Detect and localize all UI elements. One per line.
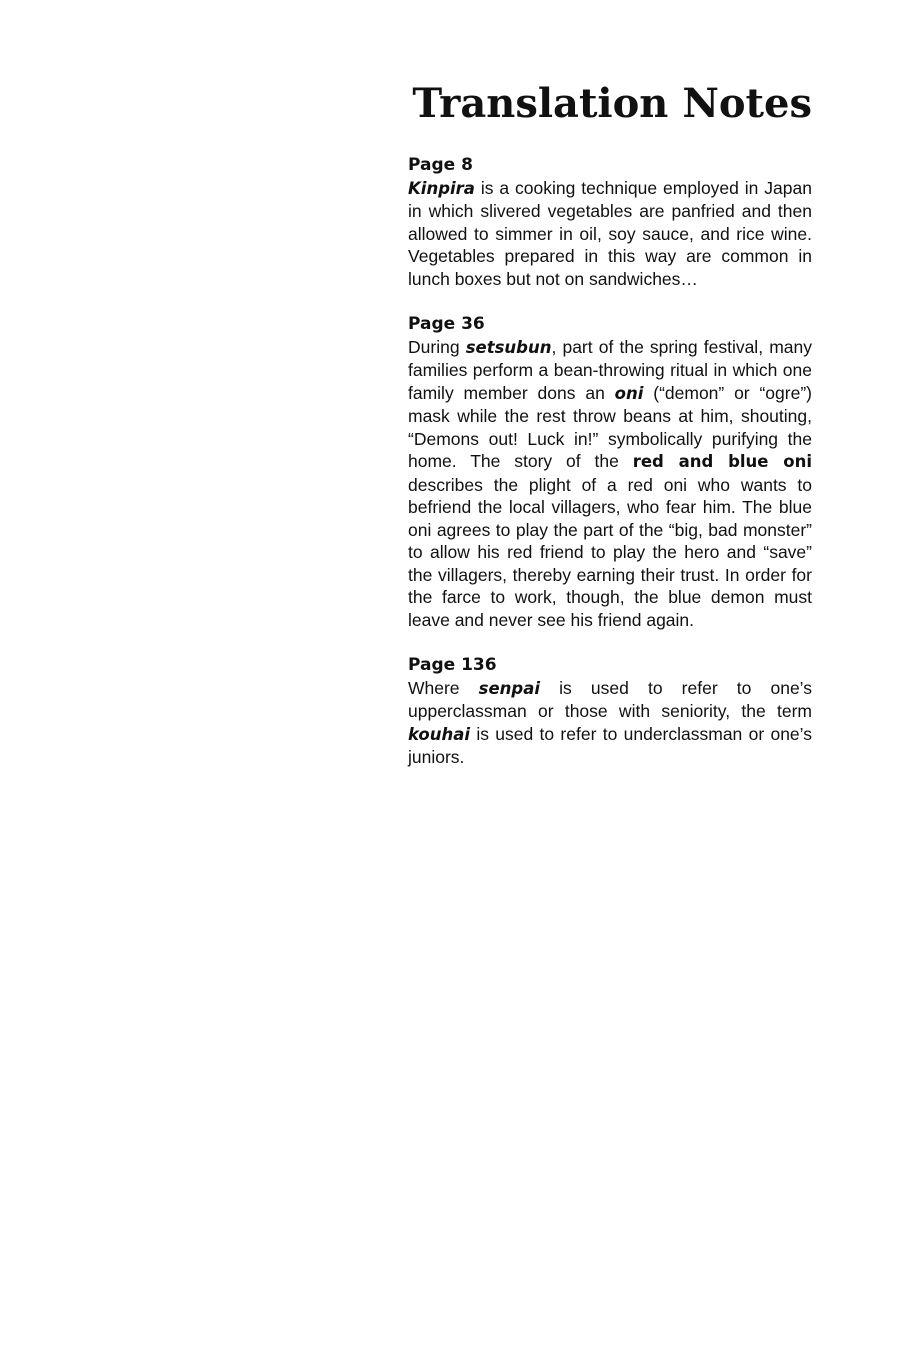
note-text: is used to refer to underclassman or one’s juniors. [408,723,812,767]
note-body [408,336,812,632]
term-highlight: red and blue oni [632,452,812,471]
note-page-36 [408,313,812,631]
note-page-136 [408,654,812,769]
note-body [408,177,812,291]
note-text: is a cooking technique employed in Japan in which slivered vegetables are panfried and then allowed to simmer in oil, soy sauce, and rice wine. Vegetables prepared in this way are common in lunch boxes but not on sandwiches… [408,177,812,289]
note-text: describes the plight of a red oni who wants to befriend the local villagers, who fear him. The blue oni agrees to play the part of the “big, bad monster” to allow his red friend to play the hero and “save” the villagers, thereby earning their trust. In order for the farce to work, though, the blue demon must leave and never see his friend again. [408,474,812,630]
note-body [408,677,812,769]
note-text: (“demon” or “ogre”) mask while the rest throw beans at him, shouting, “Demons out! Luck in!” symbolically purifying the home. The story of the [408,382,812,471]
note-page-8 [408,154,812,290]
term-highlight: oni [614,383,644,403]
note-heading: Page 136 [408,655,497,675]
note-heading: Page 36 [408,314,485,334]
note-text: is used to refer to one’s upperclassman or those with seniority, the term [408,677,813,721]
note-text: During [408,336,466,357]
page-title: Translation Notes [412,80,812,127]
note-text: , part of the spring festival, many families perform a bean-throwing ritual in which one family member dons an [408,336,812,403]
term-highlight: kouhai [408,724,471,744]
note-heading: Page 8 [408,155,473,175]
term-highlight: Kinpira [408,178,475,198]
term-highlight: senpai [478,678,541,698]
note-text: Where [408,677,479,698]
translation-notes [408,154,812,792]
term-highlight: setsubun [465,337,552,357]
